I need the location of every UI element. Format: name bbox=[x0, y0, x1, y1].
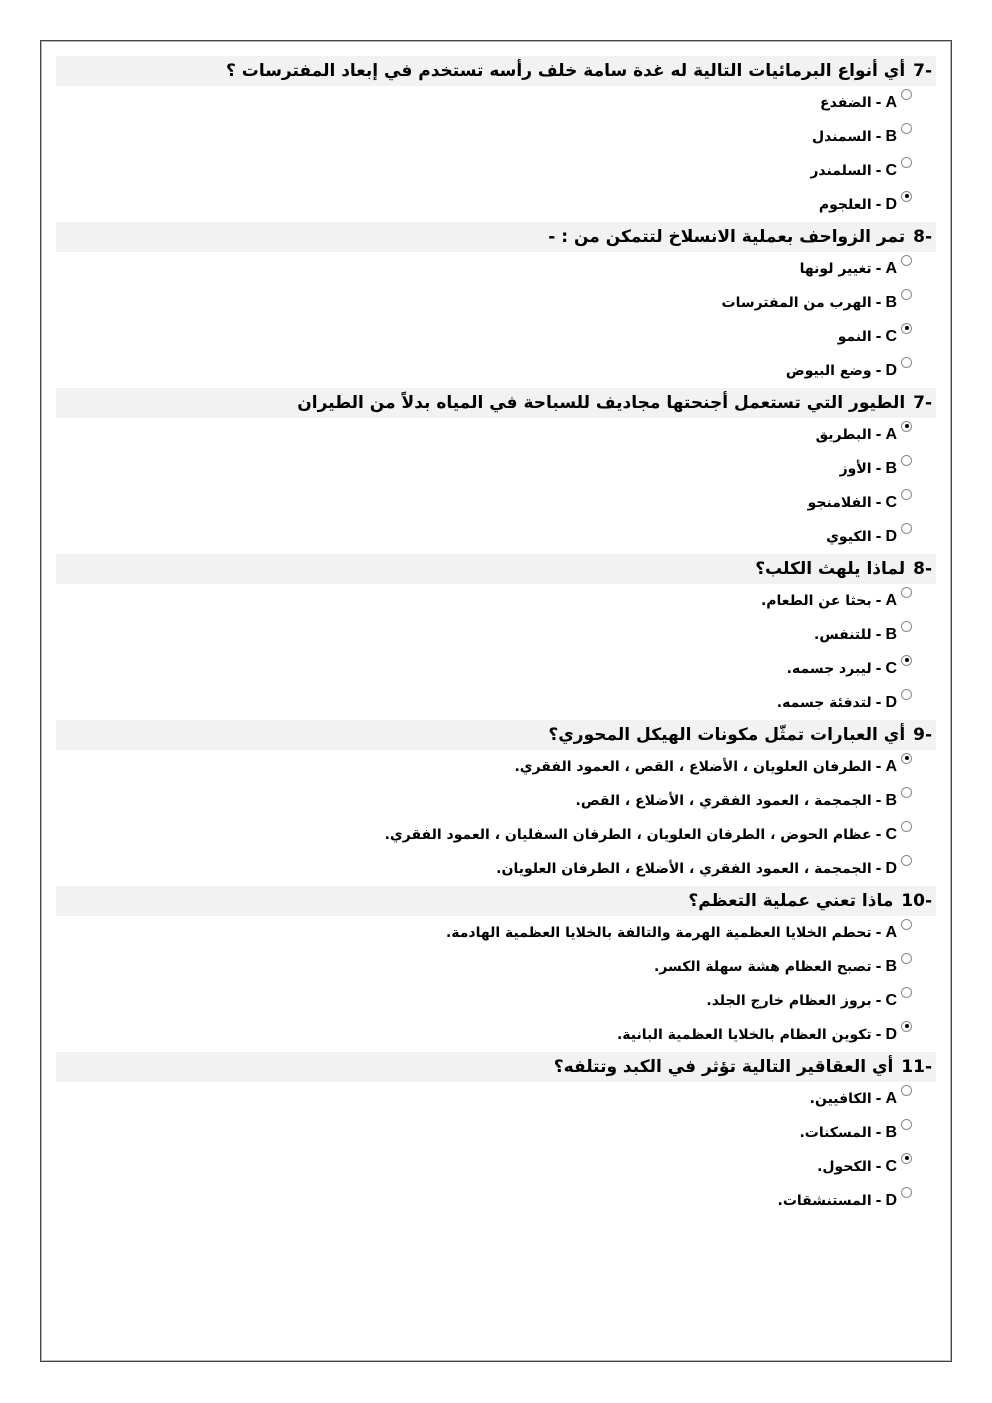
option-separator: - bbox=[875, 695, 882, 711]
radio-checked-icon[interactable] bbox=[901, 753, 912, 764]
option-text: المسكنات. bbox=[799, 1125, 872, 1141]
option-text: السمندل bbox=[811, 129, 872, 145]
question-text: الطيور التي تستعمل أجنحتها مجاديف للسباحة في المياه بدلاً من الطيران bbox=[297, 393, 906, 413]
option-separator: - bbox=[875, 363, 882, 379]
answer-option[interactable] bbox=[56, 452, 936, 486]
option-letter: D bbox=[885, 528, 897, 545]
option-text: تحطم الخلايا العظمية الهرمة والتالفة بالخلايا العظمية الهادمة. bbox=[445, 925, 872, 941]
option-separator: - bbox=[875, 1193, 882, 1209]
question-header bbox=[56, 388, 936, 418]
question-number: 10- bbox=[901, 891, 932, 911]
radio-unchecked-icon[interactable] bbox=[901, 821, 912, 832]
option-letter: C bbox=[885, 1158, 897, 1175]
option-letter: C bbox=[885, 660, 897, 677]
radio-unchecked-icon[interactable] bbox=[901, 255, 912, 266]
answer-option[interactable] bbox=[56, 852, 936, 886]
answer-option[interactable] bbox=[56, 154, 936, 188]
radio-unchecked-icon[interactable] bbox=[901, 987, 912, 998]
question-block bbox=[56, 554, 936, 720]
question-text: تمر الزواحف بعملية الانسلاخ لتتمكن من : - bbox=[548, 227, 906, 247]
question-text: لماذا يلهث الكلب؟ bbox=[755, 559, 906, 579]
option-letter: C bbox=[885, 826, 897, 843]
radio-unchecked-icon[interactable] bbox=[901, 523, 912, 534]
radio-unchecked-icon[interactable] bbox=[901, 1187, 912, 1198]
option-letter: A bbox=[885, 426, 897, 443]
option-text: تصبح العظام هشة سهلة الكسر. bbox=[654, 959, 872, 975]
option-separator: - bbox=[875, 993, 882, 1009]
option-letter: C bbox=[885, 992, 897, 1009]
answer-option[interactable] bbox=[56, 86, 936, 120]
radio-unchecked-icon[interactable] bbox=[901, 919, 912, 930]
option-text: الكيوي bbox=[826, 529, 872, 545]
option-text: المستنشقات. bbox=[777, 1193, 872, 1209]
question-number: 8- bbox=[913, 559, 932, 579]
radio-unchecked-icon[interactable] bbox=[901, 289, 912, 300]
option-separator: - bbox=[875, 827, 882, 843]
option-separator: - bbox=[875, 593, 882, 609]
option-letter: D bbox=[885, 196, 897, 213]
answer-option[interactable] bbox=[56, 1082, 936, 1116]
option-separator: - bbox=[875, 129, 882, 145]
radio-unchecked-icon[interactable] bbox=[901, 855, 912, 866]
option-separator: - bbox=[875, 95, 882, 111]
answer-option[interactable] bbox=[56, 1150, 936, 1184]
option-separator: - bbox=[875, 925, 882, 941]
option-separator: - bbox=[875, 261, 882, 277]
radio-checked-icon[interactable] bbox=[901, 191, 912, 202]
answer-option[interactable] bbox=[56, 818, 936, 852]
option-separator: - bbox=[875, 329, 882, 345]
option-separator: - bbox=[875, 959, 882, 975]
option-letter: A bbox=[885, 260, 897, 277]
radio-unchecked-icon[interactable] bbox=[901, 89, 912, 100]
option-letter: D bbox=[885, 860, 897, 877]
option-separator: - bbox=[875, 197, 882, 213]
radio-checked-icon[interactable] bbox=[901, 655, 912, 666]
radio-checked-icon[interactable] bbox=[901, 1153, 912, 1164]
answer-option[interactable] bbox=[56, 320, 936, 354]
option-text: الجمجمة ، العمود الفقري ، الأضلاع ، الطرفان العلويان. bbox=[496, 861, 872, 877]
option-separator: - bbox=[875, 1027, 882, 1043]
option-letter: A bbox=[885, 924, 897, 941]
option-letter: C bbox=[885, 162, 897, 179]
radio-unchecked-icon[interactable] bbox=[901, 1085, 912, 1096]
question-header bbox=[56, 554, 936, 584]
answer-option[interactable] bbox=[56, 916, 936, 950]
option-text: الفلامنجو bbox=[807, 495, 872, 511]
question-header bbox=[56, 720, 936, 750]
option-letter: A bbox=[885, 592, 897, 609]
question-number: 7- bbox=[913, 393, 932, 413]
question-block bbox=[56, 1052, 936, 1218]
option-text: عظام الحوض ، الطرفان العلويان ، الطرفان السفليان ، العمود الفقري. bbox=[384, 827, 872, 843]
answer-option[interactable] bbox=[56, 188, 936, 222]
option-letter: B bbox=[885, 128, 897, 145]
radio-unchecked-icon[interactable] bbox=[901, 157, 912, 168]
option-separator: - bbox=[875, 793, 882, 809]
option-text: تغيير لونها bbox=[799, 261, 872, 277]
quiz-container bbox=[56, 56, 936, 1218]
answer-option[interactable] bbox=[56, 652, 936, 686]
option-text: البطريق bbox=[815, 427, 872, 443]
option-letter: A bbox=[885, 758, 897, 775]
option-separator: - bbox=[875, 461, 882, 477]
option-separator: - bbox=[875, 495, 882, 511]
question-header bbox=[56, 886, 936, 916]
question-text: أي أنواع البرمائيات التالية له غدة سامة خلف رأسه تستخدم في إبعاد المفترسات ؟ bbox=[225, 61, 906, 81]
question-block bbox=[56, 56, 936, 222]
option-letter: B bbox=[885, 460, 897, 477]
question-header bbox=[56, 1052, 936, 1082]
answer-option[interactable] bbox=[56, 1018, 936, 1052]
option-text: تكوين العظام بالخلايا العظمية البانية. bbox=[616, 1027, 872, 1043]
radio-unchecked-icon[interactable] bbox=[901, 953, 912, 964]
option-separator: - bbox=[875, 163, 882, 179]
question-block bbox=[56, 886, 936, 1052]
option-text: الأوز bbox=[839, 461, 872, 477]
question-number: 11- bbox=[901, 1057, 932, 1077]
radio-unchecked-icon[interactable] bbox=[901, 123, 912, 134]
answer-option[interactable] bbox=[56, 252, 936, 286]
option-letter: A bbox=[885, 1090, 897, 1107]
question-text: ماذا تعني عملية التعظم؟ bbox=[688, 891, 894, 911]
option-separator: - bbox=[875, 661, 882, 677]
answer-option[interactable] bbox=[56, 286, 936, 320]
option-letter: C bbox=[885, 328, 897, 345]
option-text: الضفدع bbox=[820, 95, 872, 111]
question-block bbox=[56, 388, 936, 554]
answer-option[interactable] bbox=[56, 418, 936, 452]
option-text: النمو bbox=[837, 329, 872, 345]
question-text: أي العقاقير التالية تؤثر في الكبد وتتلفه؟ bbox=[553, 1057, 894, 1077]
answer-option[interactable] bbox=[56, 750, 936, 784]
answer-option[interactable] bbox=[56, 486, 936, 520]
answer-option[interactable] bbox=[56, 686, 936, 720]
option-text: بحثا عن الطعام. bbox=[760, 593, 872, 609]
radio-checked-icon[interactable] bbox=[901, 1021, 912, 1032]
answer-option[interactable] bbox=[56, 784, 936, 818]
option-letter: D bbox=[885, 362, 897, 379]
option-letter: D bbox=[885, 694, 897, 711]
option-letter: D bbox=[885, 1026, 897, 1043]
question-text: أي العبارات تمثّل مكونات الهيكل المحوري؟ bbox=[548, 725, 906, 745]
option-separator: - bbox=[875, 295, 882, 311]
question-number: 9- bbox=[913, 725, 932, 745]
radio-checked-icon[interactable] bbox=[901, 421, 912, 432]
option-text: الهرب من المفترسات bbox=[721, 295, 872, 311]
option-separator: - bbox=[875, 1091, 882, 1107]
option-separator: - bbox=[875, 529, 882, 545]
option-text: العلجوم bbox=[818, 197, 872, 213]
option-text: وضع البيوض bbox=[785, 363, 872, 379]
question-number: 8- bbox=[913, 227, 932, 247]
option-letter: B bbox=[885, 1124, 897, 1141]
question-header bbox=[56, 56, 936, 86]
radio-unchecked-icon[interactable] bbox=[901, 357, 912, 368]
radio-unchecked-icon[interactable] bbox=[901, 689, 912, 700]
answer-option[interactable] bbox=[56, 1184, 936, 1218]
answer-option[interactable] bbox=[56, 618, 936, 652]
option-text: للتنفس. bbox=[814, 627, 872, 643]
option-separator: - bbox=[875, 759, 882, 775]
option-text: الطرفان العلويان ، الأضلاع ، القص ، العمود الفقري. bbox=[514, 759, 872, 775]
answer-option[interactable] bbox=[56, 354, 936, 388]
option-letter: A bbox=[885, 94, 897, 111]
question-number: 7- bbox=[913, 61, 932, 81]
answer-option[interactable] bbox=[56, 1116, 936, 1150]
answer-option[interactable] bbox=[56, 520, 936, 554]
answer-option[interactable] bbox=[56, 120, 936, 154]
question-block bbox=[56, 222, 936, 388]
answer-option[interactable] bbox=[56, 984, 936, 1018]
option-text: الكافيين. bbox=[809, 1091, 872, 1107]
option-separator: - bbox=[875, 861, 882, 877]
option-text: لتدفئة جسمه. bbox=[776, 695, 872, 711]
radio-unchecked-icon[interactable] bbox=[901, 1119, 912, 1130]
radio-unchecked-icon[interactable] bbox=[901, 787, 912, 798]
option-text: بروز العظام خارج الجلد. bbox=[706, 993, 872, 1009]
option-separator: - bbox=[875, 1159, 882, 1175]
radio-unchecked-icon[interactable] bbox=[901, 489, 912, 500]
answer-option[interactable] bbox=[56, 584, 936, 618]
radio-unchecked-icon[interactable] bbox=[901, 621, 912, 632]
radio-unchecked-icon[interactable] bbox=[901, 587, 912, 598]
option-text: الكحول. bbox=[817, 1159, 872, 1175]
option-separator: - bbox=[875, 627, 882, 643]
option-letter: B bbox=[885, 958, 897, 975]
option-letter: C bbox=[885, 494, 897, 511]
option-separator: - bbox=[875, 427, 882, 443]
option-letter: B bbox=[885, 294, 897, 311]
radio-unchecked-icon[interactable] bbox=[901, 455, 912, 466]
option-separator: - bbox=[875, 1125, 882, 1141]
radio-checked-icon[interactable] bbox=[901, 323, 912, 334]
option-text: ليبرد جسمه. bbox=[786, 661, 872, 677]
question-header bbox=[56, 222, 936, 252]
option-letter: D bbox=[885, 1192, 897, 1209]
option-text: الجمجمة ، العمود الفقري ، الأضلاع ، القص. bbox=[575, 793, 872, 809]
option-letter: B bbox=[885, 626, 897, 643]
option-text: السلمندر bbox=[810, 163, 872, 179]
answer-option[interactable] bbox=[56, 950, 936, 984]
option-letter: B bbox=[885, 792, 897, 809]
question-block bbox=[56, 720, 936, 886]
